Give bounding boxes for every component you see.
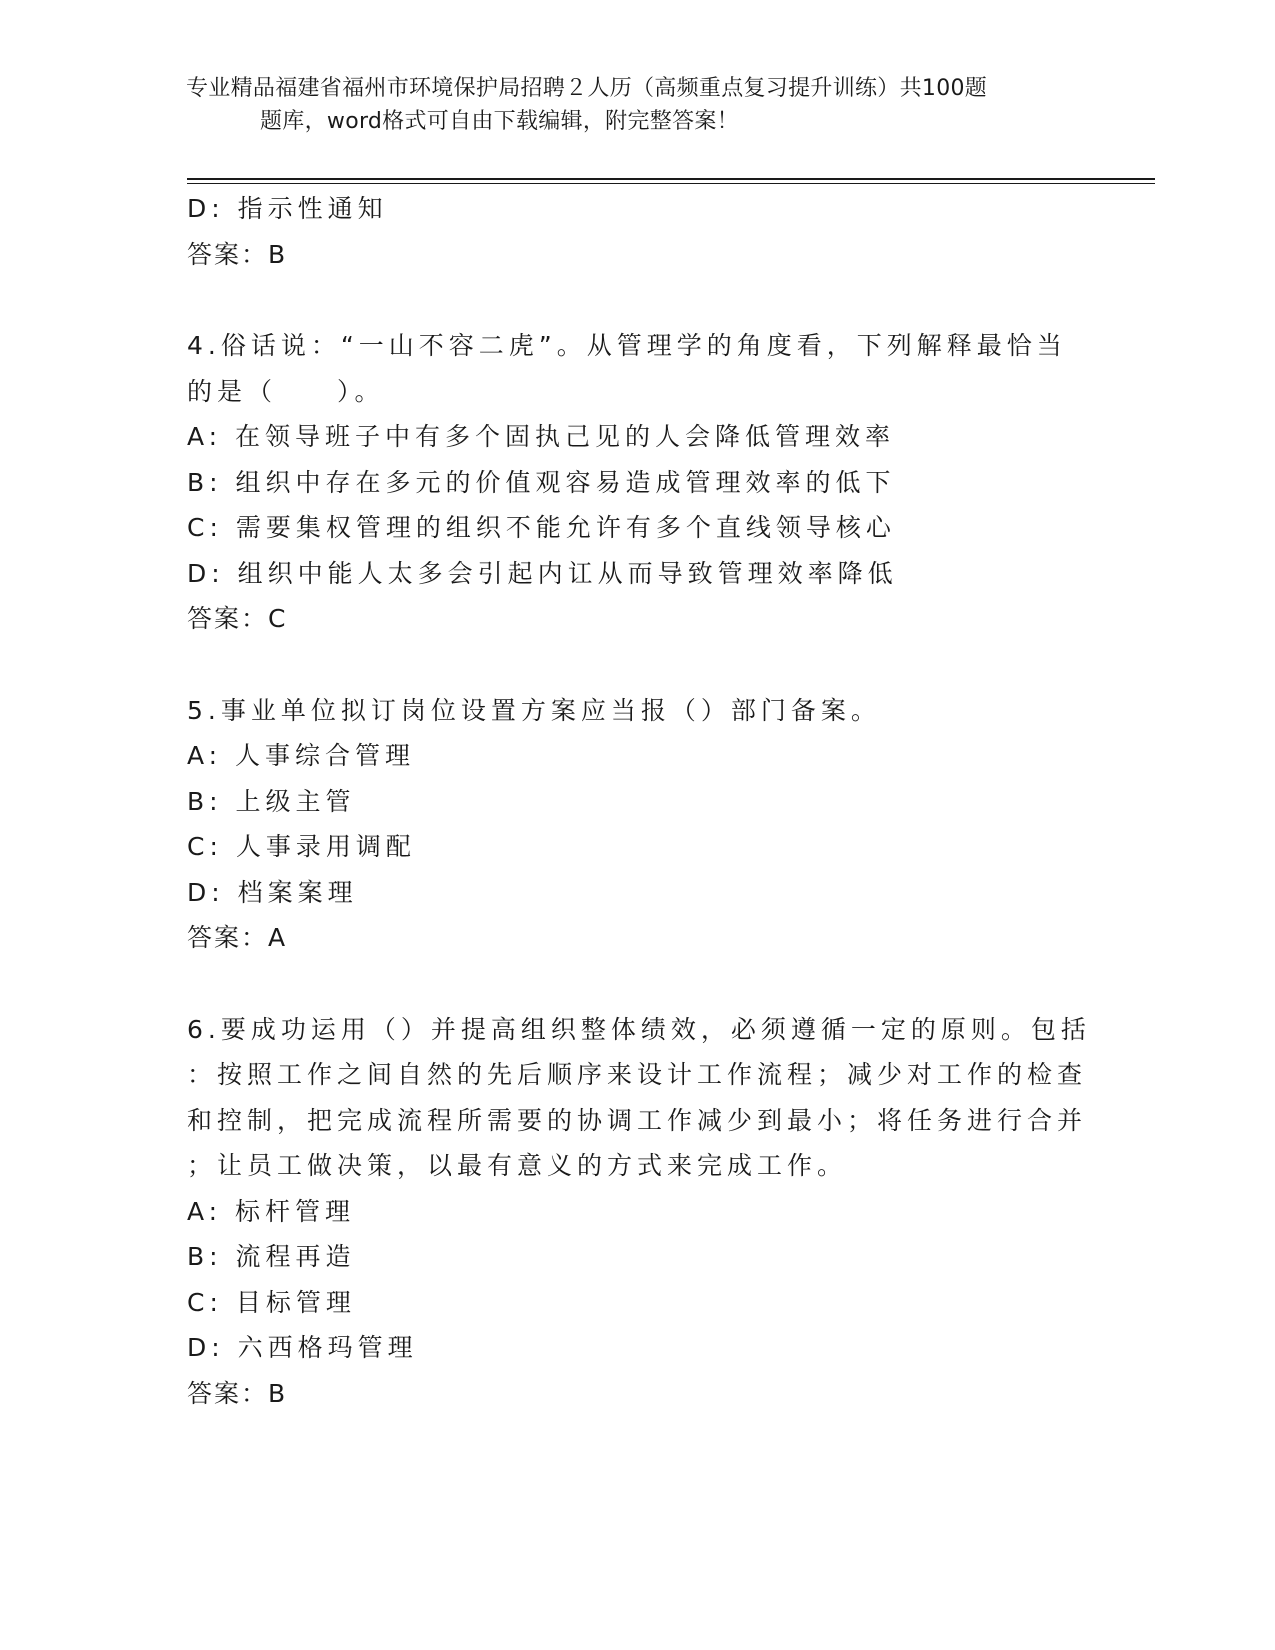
option-c: C: 人事录用调配 <box>187 832 416 861</box>
option-d: D: 指示性通知 <box>187 194 388 223</box>
document-header <box>186 72 1086 138</box>
question-text-line: ：按照工作之间自然的先后顺序来设计工作流程；减少对工作的检查 <box>187 1060 1088 1089</box>
spacer <box>187 961 1087 1007</box>
question-6 <box>187 1007 1091 1417</box>
question-text-line: 和控制，把完成流程所需要的协调工作减少到最小；将任务进行合并 <box>187 1105 1088 1135</box>
question-text-line: 6.要成功运用（）并提高组织整体绩效，必须遵循一定的原则。包括 <box>187 1014 1091 1044</box>
answer-line: 答案：B <box>187 1378 288 1408</box>
option-c: C: 需要集权管理的组织不能允许有多个直线领导核心 <box>187 513 896 542</box>
question-text-line: 5.事业单位拟订岗位设置方案应当报（）部门备案。 <box>187 695 881 725</box>
spacer <box>187 642 1087 688</box>
header-divider-thin <box>187 183 1155 184</box>
question-4 <box>187 323 1087 642</box>
header-divider-thick <box>187 178 1155 180</box>
header-title-line-1: 专业精品福建省福州市环境保护局招聘２人历（高频重点复习提升训练）共100题 <box>186 76 988 101</box>
option-b: B: 上级主管 <box>187 786 356 816</box>
question-text-line: 的是（ ）。 <box>187 376 385 406</box>
question-text-line: 4.俗话说：“一山不容二虎”。从管理学的角度看，下列解释最恰当 <box>187 331 1067 360</box>
option-b: B: 组织中存在多元的价值观容易造成管理效率的低下 <box>187 467 896 497</box>
option-d: D: 档案案理 <box>187 877 358 907</box>
option-c: C: 目标管理 <box>187 1287 356 1317</box>
spacer <box>187 277 1087 323</box>
answer-line: 答案：A <box>187 923 288 952</box>
question-list <box>187 186 1091 1416</box>
question-text-line: ；让员工做决策，以最有意义的方式来完成工作。 <box>187 1151 848 1180</box>
question-5 <box>187 688 1087 961</box>
option-d: D: 六西格玛管理 <box>187 1333 418 1362</box>
option-a: A: 人事综合管理 <box>187 741 416 770</box>
header-title-line-2: 题库，word格式可自由下载编辑，附完整答案！ <box>260 109 739 134</box>
option-a: A: 标杆管理 <box>187 1196 356 1226</box>
answer-line: 答案：C <box>187 604 288 633</box>
option-a: A: 在领导班子中有多个固执己见的人会降低管理效率 <box>187 422 896 451</box>
option-d: D: 组织中能人太多会引起内讧从而导致管理效率降低 <box>187 558 898 588</box>
option-b: B: 流程再造 <box>187 1242 356 1271</box>
partial-question-3 <box>187 186 1087 277</box>
answer-line: 答案：B <box>187 239 288 269</box>
